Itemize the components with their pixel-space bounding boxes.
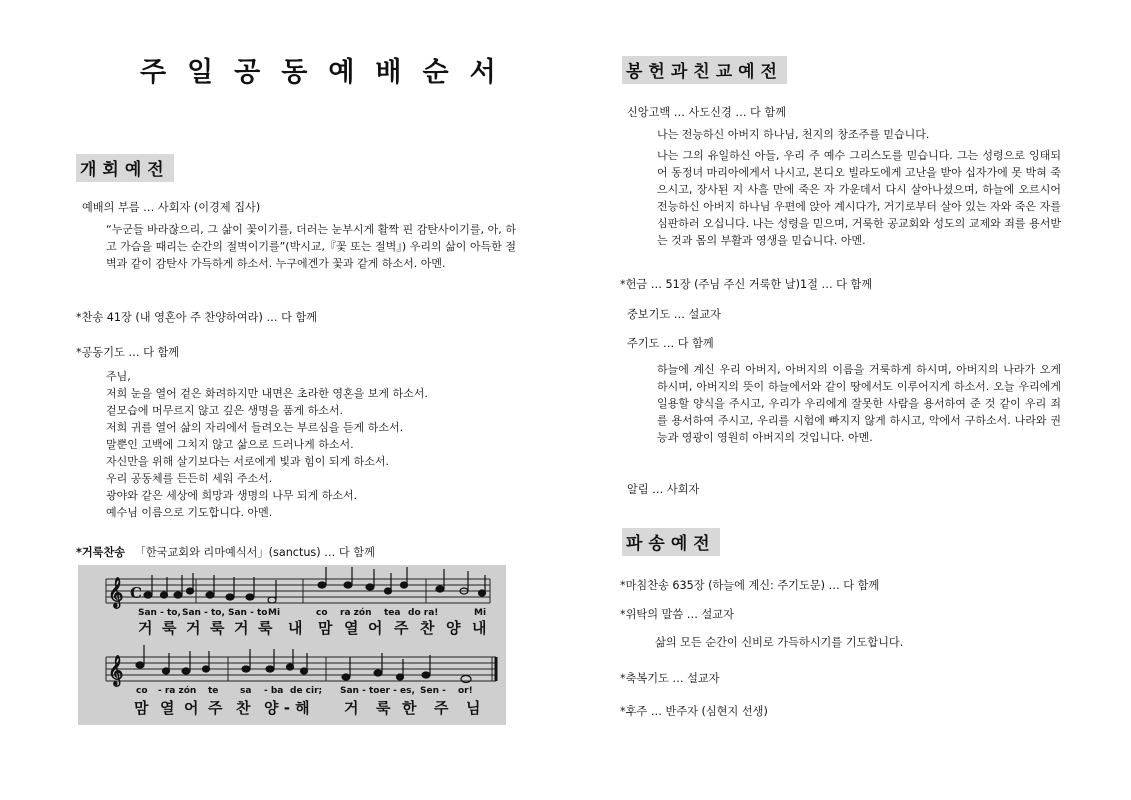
- latin-lyrics-row-2: [136, 685, 473, 696]
- call-to-worship-text: [106, 221, 516, 272]
- sheet-music: [78, 565, 506, 725]
- section-heading-offering: 봉헌과친교예전: [622, 56, 787, 84]
- lyric-syllable: 거: [344, 699, 359, 717]
- lyric-syllable: tea: [384, 608, 401, 618]
- lyric-syllable: - ra zón: [158, 686, 197, 696]
- prayer-line: 우리 공동체를 든든히 세워 주소서.: [106, 472, 273, 485]
- lyric-syllable: 거: [186, 619, 201, 637]
- prayer-line: 저희 귀를 열어 삶의 자리에서 들려오는 부르심을 듣게 하소서.: [106, 421, 404, 434]
- prayer-line: 자신만을 위해 살기보다는 서로에게 빛과 힘이 되게 하소서.: [106, 455, 389, 468]
- lyric-syllable: 한: [402, 699, 417, 717]
- treble-clef-icon: 𝄞: [108, 578, 124, 608]
- lyric-syllable: 내: [288, 619, 303, 637]
- prayer-line: 주님,: [106, 370, 131, 383]
- lyric-syllable: Mi: [474, 608, 487, 618]
- announcements: 알림 … 사회자: [627, 483, 700, 496]
- lyric-syllable: te: [208, 686, 219, 696]
- lyric-syllable: 룩: [162, 619, 177, 637]
- lyric-syllable: 양 - 해: [264, 699, 310, 717]
- lyric-syllable: Sen -: [420, 686, 446, 696]
- lyric-syllable: 주: [434, 699, 449, 717]
- lords-prayer: 주기도 … 다 함께: [627, 337, 714, 350]
- section-heading-sending: 파송예전: [622, 528, 720, 556]
- call-to-worship: 예배의 부름 … 사회자 (이경제 집사): [82, 201, 261, 214]
- creed-text: [657, 126, 1061, 249]
- sanctus-hymn: [76, 544, 375, 560]
- intercession-prayer: 중보기도 … 설교자: [627, 308, 721, 321]
- common-time-icon: C: [130, 584, 142, 602]
- lyric-syllable: 내: [472, 619, 487, 637]
- lyric-syllable: San - to: [228, 608, 268, 618]
- lyric-syllable: sa: [240, 686, 252, 696]
- prayer-line: 말뿐인 고백에 그치지 않고 삶으로 드러나게 하소서.: [106, 438, 354, 451]
- prayer-line: 저희 눈을 열어 겉은 화려하지만 내면은 초라한 영혼을 보게 하소서.: [106, 387, 428, 400]
- lyric-syllable: 찬: [236, 699, 251, 717]
- lyric-syllable: - ba: [264, 686, 284, 696]
- offering-hymn: *헌금 … 51장 (주님 주신 거룩한 날)1절 … 다 함께: [620, 278, 873, 291]
- lyric-syllable: 열: [160, 699, 175, 717]
- lyric-syllable: 주: [394, 619, 409, 637]
- lyric-syllable: co: [136, 686, 148, 696]
- creed: 신앙고백 … 사도신경 … 다 함께: [627, 106, 787, 119]
- prayer-line: 광야와 같은 세상에 희망과 생명의 나무 되게 하소서.: [106, 489, 358, 502]
- right-page: [565, 0, 1131, 800]
- lyric-syllable: 거: [138, 619, 153, 637]
- prayer-line: 예수님 이름으로 기도합니다. 아멘.: [106, 506, 273, 519]
- lyric-syllable: 어: [368, 619, 383, 637]
- call-to-worship-paragraph: “누군들 바라잖으리, 그 삶이 꽃이기를, 더러는 눈부시게 활짝 핀 감탄사이기를, 아, 하고 가슴을 때리는 순간의 절벽이기를”(박시교,『꽃 또는 절벽』) 우리의 삶이 아득한 절벽과 같이 감탄사 가득하게 하소서. 누구에겐가 꽃과 같게 하소서. 아멘.: [106, 223, 516, 270]
- lyric-syllable: 찬: [420, 619, 435, 637]
- lyric-syllable: 님: [466, 699, 481, 717]
- benediction: *축복기도 … 설교자: [620, 672, 720, 685]
- lyric-syllable: 주: [208, 699, 223, 717]
- sanctus-score: [78, 565, 506, 725]
- creed-paragraph-2: 나는 그의 유일하신 아들, 우리 주 예수 그리스도를 믿습니다. 그는 성령으로 잉태되어 동정녀 마리아에게서 나시고, 본디오 빌라도에게 고난을 받아 십자가에 못 박혀 죽으시고, 장사된 지 사흘 만에 죽은 자 가운데서 다시 살아나셨으며, 하늘에 오르시어 전능하신 아버지 하나님 우편에 앉아 계시다가, 거기로부터 살아 있는 자와 죽은 자를 심판하러 오십니다. 나는 성령을 믿으며, 거룩한 공교회와 성도의 교제와 죄를 용서받는 것과 몸의 부활과 영생을 믿습니다. 아멘.: [657, 149, 1061, 247]
- commission-text: 삶의 모든 순간이 신비로 가득하시기를 기도합니다.: [655, 636, 904, 649]
- notes-row-2: [136, 645, 471, 683]
- korean-lyrics-row-2: [134, 699, 481, 717]
- lyric-syllable: 어: [184, 699, 199, 717]
- lyric-syllable: San - to,: [138, 608, 181, 618]
- closing-hymn: *마침찬송 635장 (하늘에 계신: 주기도문) … 다 함께: [620, 579, 880, 592]
- lyric-syllable: 거: [234, 619, 249, 637]
- postlude: *후주 … 반주자 (심현지 선생): [620, 705, 768, 718]
- common-prayer: *공동기도 … 다 함께: [76, 346, 180, 359]
- korean-lyrics-row-1: [138, 619, 487, 637]
- lyric-syllable: 룩: [376, 699, 391, 717]
- lords-prayer-paragraph: 하늘에 계신 우리 아버지, 아버지의 이름을 거룩하게 하시며, 아버지의 나라가 오게 하시며, 아버지의 뜻이 하늘에서와 같이 땅에서도 이루어지게 하소서. 오늘 우리에게 일용할 양식을 주시고, 우리가 우리에게 잘못한 사람을 용서하여 준 것 같이 우리 죄를 용서하여 주시고, 우리를 시험에 빠지지 않게 하시고, 악에서 구하소서. 나라와 권능과 영광이 영원히 아버지의 것입니다. 아멘.: [657, 363, 1061, 444]
- lyric-syllable: 맘: [134, 699, 149, 717]
- sanctus-detail: 「한국교회와 리마예식서」(sanctus) … 다 함께: [134, 546, 375, 559]
- lyric-syllable: 맘: [318, 619, 333, 637]
- lyric-syllable: ra zón: [340, 608, 372, 618]
- lyric-syllable: co: [316, 608, 328, 618]
- treble-clef-icon: 𝄞: [108, 656, 124, 686]
- lyric-syllable: or!: [458, 686, 473, 696]
- common-prayer-text: [106, 368, 428, 521]
- section-heading-opening: 개회예전: [76, 154, 174, 182]
- lyric-syllable: 열: [344, 619, 359, 637]
- lyric-syllable: San - to,: [182, 608, 225, 618]
- lyric-syllable: Mi: [268, 608, 281, 618]
- page-title: 주일공동예배순서: [140, 57, 517, 88]
- left-page: [0, 0, 560, 800]
- prayer-line: 겉모습에 머무르지 않고 깊은 생명을 품게 하소서.: [106, 404, 343, 417]
- lyric-syllable: 양: [446, 619, 461, 637]
- commission: *위탁의 말씀 … 설교자: [620, 608, 734, 621]
- lyric-syllable: 룩: [258, 619, 273, 637]
- creed-paragraph-1: 나는 전능하신 아버지 하나님, 천지의 창조주를 믿습니다.: [657, 128, 930, 141]
- lords-prayer-text: [657, 361, 1061, 446]
- latin-lyrics-row-1: [138, 607, 486, 618]
- lyric-syllable: de cir;: [290, 686, 323, 696]
- lyric-syllable: San - toer - es,: [340, 686, 415, 696]
- opening-hymn: *찬송 41장 (내 영혼아 주 찬양하여라) … 다 함께: [76, 311, 318, 324]
- lyric-syllable: do ra!: [408, 608, 439, 618]
- lyric-syllable: 룩: [210, 619, 225, 637]
- sanctus-label: *거룩찬송: [76, 546, 126, 559]
